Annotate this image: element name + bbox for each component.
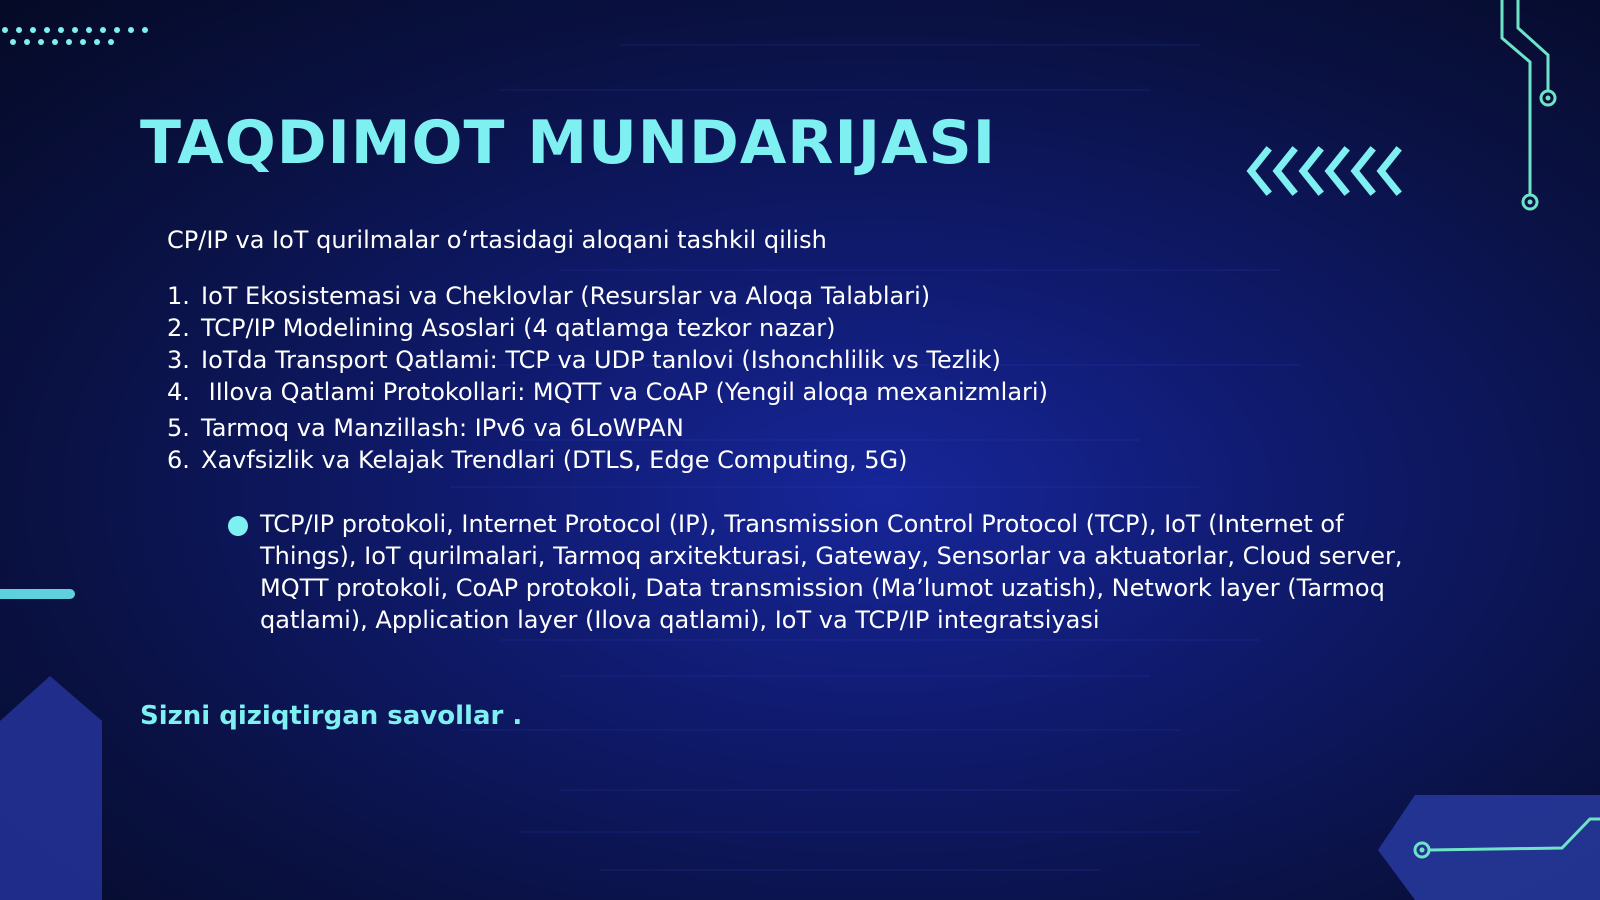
questions-note: Sizni qiziqtirgan savollar .: [140, 701, 523, 731]
bullet-icon: [228, 516, 248, 536]
hexagon-shape-decoration: [0, 676, 105, 900]
list-item: [167, 344, 1048, 376]
slide-subtitle: CP/IP va IoT qurilmalar oʻrtasidagi aloqani tashkil qilish: [167, 226, 827, 254]
list-item: [167, 280, 1048, 312]
list-number: 1.: [167, 282, 190, 310]
list-item: [167, 376, 1048, 408]
list-item-text: Tarmoq va Manzillash: IPv6 va 6LoWPAN: [201, 414, 684, 442]
list-number: 4.: [167, 378, 190, 406]
list-number: 5.: [167, 414, 190, 442]
double-chevron-left-icon: [1245, 146, 1405, 196]
page-title: TAQDIMOT MUNDARIJASI: [140, 108, 997, 178]
list-item-text: TCP/IP Modelining Asoslari (4 qatlamga tezkor nazar): [201, 314, 836, 342]
circuit-node-decoration: [1370, 795, 1600, 900]
list-number: 3.: [167, 346, 190, 374]
accent-bar-decoration: [0, 589, 75, 599]
dot-pattern-decoration: [2, 27, 148, 51]
list-item: [167, 312, 1048, 344]
list-item-text: IoTda Transport Qatlami: TCP va UDP tanlovi (Ishonchlilik vs Tezlik): [201, 346, 1001, 374]
keywords-block: [228, 508, 1443, 636]
table-of-contents: [167, 280, 1048, 476]
list-item: [167, 412, 1048, 444]
list-number: 2.: [167, 314, 190, 342]
list-item-text: IIlova Qatlami Protokollari: MQTT va CoAP (Yengil aloqa mexanizmlari): [201, 378, 1048, 406]
list-number: 6.: [167, 446, 190, 474]
list-item-text: IoT Ekosistemasi va Cheklovlar (Resurslar va Aloqa Talablari): [201, 282, 931, 310]
circuit-trace-icon: [1500, 0, 1580, 220]
keywords-text: TCP/IP protokoli, Internet Protocol (IP), Transmission Control Protocol (TCP), IoT (Internet of Things), IoT qurilmalari, Tarmoq arxitekturasi, Gateway, Sensorlar va aktuatorlar, Cloud server, MQTT protokoli, CoAP protokoli, Data transmission (Maʼlumot uzatish), Network layer (Tarmoq qatlami), Application layer (Ilova qatlami), IoT va TCP/IP integratsiyasi: [260, 510, 1403, 634]
list-item: [167, 444, 1048, 476]
list-item-text: Xavfsizlik va Kelajak Trendlari (DTLS, Edge Computing, 5G): [201, 446, 908, 474]
